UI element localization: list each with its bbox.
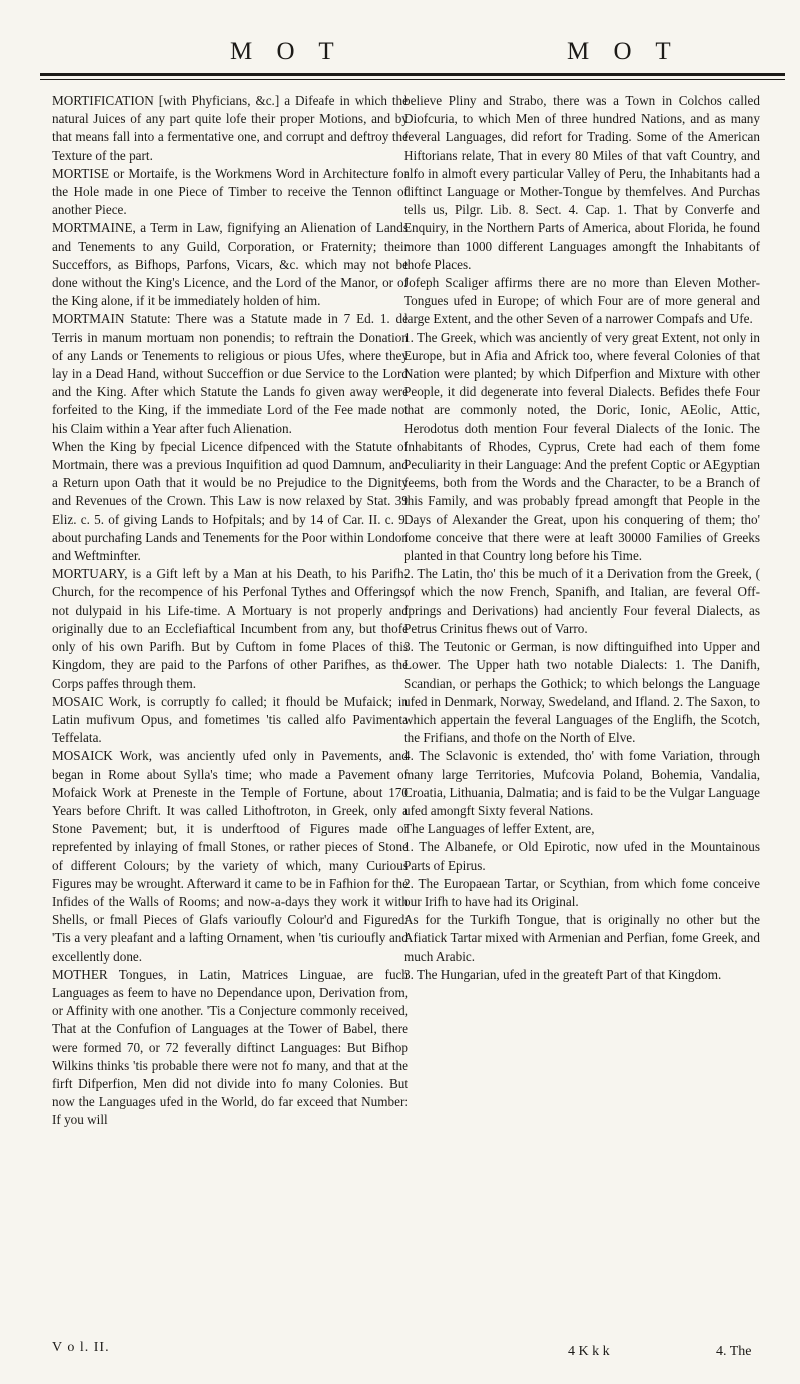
paragraph-hungarian: 3. The Hungarian, ufed in the greateft Part of that Kingdom. bbox=[404, 966, 722, 982]
entry-mother-tongues: MOTHER Tongues, in Latin, Matrices Linguae, are fuch Languages as feem to have no Dependance upon, Derivation from, or Affinity with one another. 'Tis a Conjecture commonly received, That at the Confufion of Languages at the Tower of Babel, there were formed 70, or 72 feverally diftinct Languages: But Bifhop Wilkins thinks 'tis probable there were not fo many, and that at the firft Difperfion, Men did not divide into fo many Colonies. But now the Languages ufed in the World, do far exceed that Number: If you will bbox=[52, 966, 408, 1128]
paragraph-greek: 1. The Greek, which was anciently of very great Extent, not only in Europe, but in Afia and Africk too, where feveral Colonies of that Nation were planted; by which Difperfion and Mixture with other People, it did degenerate into feveral Dialects. Befides thefe Four that are commonly noted, the Doric, Ionic, AEolic, Attic, Herodotus doth mention Four feveral Dialects of the Ionic. The Inhabitants of Rhodes, Cyprus, Crete had each of them fome Peculiarity in their Language: And the prefent Coptic or AEgyptian feems, both from the Words and the Character, to be a Branch of this Family, and was probably fpread amongft that People in the Days of Alexander the Great, upon his conquering of them; tho' fome conceive that there were at leaft 30000 Families of Greeks planted in that Country long before his Time. bbox=[404, 329, 760, 564]
paragraph-latin: 2. The Latin, tho' this be much of it a Derivation from the Greek, ( of which the now French, Spanifh, and Italian, are feveral Off-fprings and Derivations) had anciently Four feveral Dialects, as Petrus Crinitus fhews out of Varro. bbox=[404, 566, 760, 636]
paragraph-teutonic: 3. The Teutonic or German, is now diftinguifhed into Upper and Lower. The Upper hath two notable Dialects: 1. The Danifh, Scandian, or perhaps the Gothick; to which belongs the Language ufed in Denmark, Norway, Swedeland, and Ifland. 2. The Saxon, to which appertain the feveral Languages of the Englifh, the Scotch, the Frifians, and thofe on the North of Elve. bbox=[404, 639, 760, 746]
entry-mosaic-work: MOSAIC Work, is corruptly fo called; it fhould be Mufaick; in Latin mufivum Opus, and fometimes 'tis called alfo Pavimenta Teffelata. bbox=[52, 693, 408, 746]
header-rule-thin bbox=[40, 79, 785, 80]
signature-mark: 4 K k k bbox=[568, 1344, 610, 1359]
paragraph-tartar: 2. The Europaean Tartar, or Scythian, from which fome conceive our Irifh to have had its Original. bbox=[404, 875, 760, 909]
entry-mortmaine: MORTMAINE, a Term in Law, fignifying an Alienation of Lands and Tenements to any Guild, Corporation, or Fraternity; their Succeffors, as Bifhops, Parfons, Vicars, &c. which may not be done without the King's Licence, and the Lord of the Manor, or of the King alone, if it be immediately holden of him. bbox=[52, 220, 408, 309]
paragraph-sclavonic: 4. The Sclavonic is extended, tho' with fome Variation, through many large Territories, Mufcovia Poland, Bohemia, Vandalia, Croatia, Lithuania, Dalmatia; and is faid to be the Vulgar Language ufed amongft Sixty feveral Nations. bbox=[404, 748, 760, 818]
left-column bbox=[52, 92, 408, 1130]
entry-mortmain-licence: When the King by fpecial Licence difpenced with the Statute of Mortmain, there was a previous Inquifition ad quod Damnum, and a Return upon Oath that it would be no Prejudice to the Dignity and Revenues of the Crown. This Law is now relaxed by Stat. 39 Eliz. c. 5. of giving Lands to Hofpitals; and by 14 of Car. II. c. 9. about purchafing Lands and Tenements for the Poor within London and Weftminfter. bbox=[52, 438, 408, 564]
entry-mortise: MORTISE or Mortaife, is the Workmens Word in Architecture for the Hole made in one Piece of Timber to receive the Tennon of another Piece. bbox=[52, 165, 408, 218]
running-head bbox=[0, 38, 800, 78]
entry-mosaick-work: MOSAICK Work, was anciently ufed only in Pavements, and began in Rome about Sylla's time; who made a Pavement of Mofaick Work at Preneste in the Temple of Fortune, about 170 Years before Chrift. It was called Lithoftroton, in Greek, only a Stone Pavement; but, it is underftood of Figures made or reprefented by inlaying of fmall Stones, or rather pieces of Stone of different Colours; by the variety of which, many Curious Figures may be wrought. Afterward it came to be in Fafhion for the Infides of the Walls of Rooms; and now-a-days they work it with Shells, or fmall Pieces of Glafs varioufly Colour'd and Figured: 'Tis a very pleafant and a lafting Ornament, when 'tis curioufly and excellently done. bbox=[52, 748, 408, 964]
paragraph-scaliger: Jofeph Scaliger affirms there are no more than Eleven Mother-Tongues ufed in Europe; of which Four are of more general and large Extent, and the other Seven of a narrower Compafs and Ufe. bbox=[404, 275, 760, 327]
running-head-left: M O T bbox=[230, 38, 343, 65]
entry-mortuary: MORTUARY, is a Gift left by a Man at his Death, to his Parifh-Church, for the recompence of his Perfonal Tythes and Offerings, not dulypaid in his Life-time. A Mortuary is not properly and originally due to an Ecclefiaftical Incumbent from any, but thofe only of his own Parifh. But by Cuftom in fome Places of this Kingdom, they are paid to the Parfons of other Parifhes, as the Corps paffes through them. bbox=[52, 566, 408, 691]
header-rule-thick bbox=[40, 73, 785, 76]
catchword: 4. The bbox=[716, 1344, 752, 1359]
entry-mortification: MORTIFICATION [with Phyficians, &c.] a Difeafe in which the natural Juices of any part quite lofe their proper Motions, and by that means fall into a fermentative one, and corrupt and deftroy the Texture of the part. bbox=[52, 93, 408, 163]
entry-mortmain-statute: MORTMAIN Statute: There was a Statute made in 7 Ed. 1. de Terris in manum mortuam non ponendis; to reftrain the Donation of any Lands or Tenements to religious or pious Ufes, where they lay in a Dead Hand, without Succeffion or due Service to the Lord and the King. After which Statute the Lands fo given away were forfeited to the King, if the immediate Lord of the Fee made not his Claim within a Year after fuch Alienation. bbox=[52, 311, 408, 436]
running-head-right: M O T bbox=[567, 38, 680, 65]
right-column bbox=[404, 92, 760, 984]
paragraph-turkish: As for the Turkifh Tongue, that is originally no other but the Afiatick Tartar mixed with Armenian and Perfian, fome Greek, and much Arabic. bbox=[404, 912, 760, 964]
paragraph-pliny: believe Pliny and Strabo, there was a Town in Colchos called Diofcuria, to which Men of three hundred Nations, and as many feveral Languages, did refort for Trading. Some of the American Hiftorians relate, That in every 80 Miles of that vaft Country, and alfo in almoft every particular Valley of Peru, the Inhabitants had a diftinct Language or Mother-Tongue by themfelves. And Purchas tells us, Pilgr. Lib. 8. Sect. 4. Cap. 1. That by Converfe and Enquiry, in the Northern Parts of America, about Florida, he found more than 1000 different Languages amongft the Inhabitants of thofe Places. bbox=[404, 93, 760, 272]
page-footer bbox=[0, 1340, 800, 1366]
volume-mark: V o l. II. bbox=[52, 1340, 110, 1355]
paragraph-lesser-extent: The Languages of leffer Extent, are, bbox=[404, 821, 595, 837]
paragraph-albanese: 1. The Albanefe, or Old Epirotic, now ufed in the Mountainous Parts of Epirus. bbox=[404, 839, 760, 873]
